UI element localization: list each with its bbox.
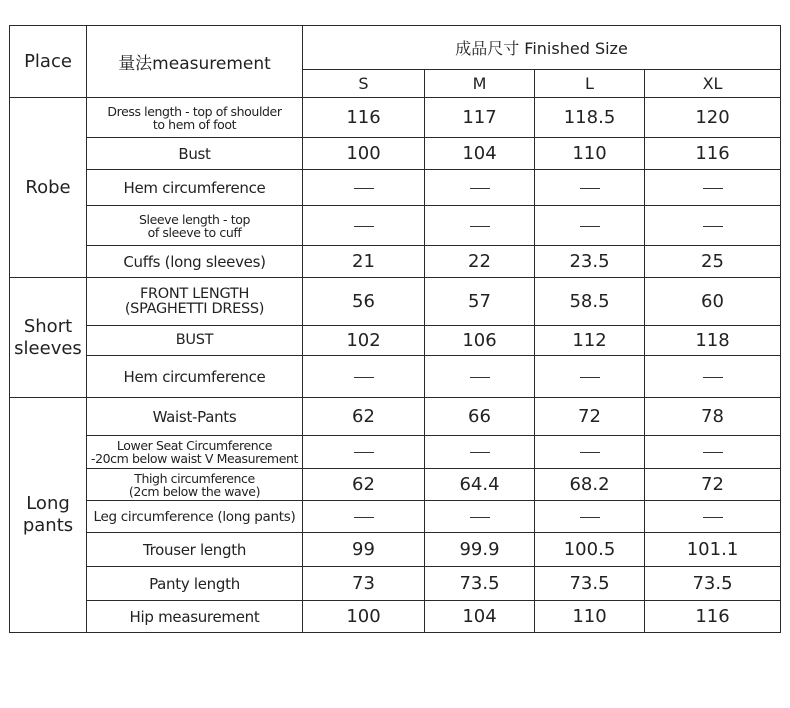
value-cell: 73 <box>303 567 425 601</box>
table-row <box>10 436 781 469</box>
value-dash <box>303 436 425 469</box>
value-cell: 99 <box>303 533 425 567</box>
measurement-label: Hip measurement <box>87 601 303 633</box>
value-cell: 99.9 <box>425 533 535 567</box>
value-cell: 100 <box>303 601 425 633</box>
value-cell: 62 <box>303 398 425 436</box>
size-m: M <box>425 70 535 98</box>
measurement-label: Leg circumference (long pants) <box>87 501 303 533</box>
value-cell: 118.5 <box>535 98 645 138</box>
dash-mark <box>580 377 600 378</box>
value-cell: 22 <box>425 246 535 278</box>
value-dash <box>425 206 535 246</box>
value-cell: 73.5 <box>645 567 781 601</box>
value-cell: 106 <box>425 326 535 356</box>
table-row <box>10 398 781 436</box>
dash-mark <box>703 517 723 518</box>
measurement-label: Dress length - top of shoulder to hem of foot <box>87 98 303 138</box>
dash-mark <box>580 188 600 189</box>
measurement-label: Hem circumference <box>87 356 303 398</box>
table-row <box>10 326 781 356</box>
table-row <box>10 567 781 601</box>
dash-mark <box>354 226 374 227</box>
size-xl: XL <box>645 70 781 98</box>
dash-mark <box>580 226 600 227</box>
table-row <box>10 501 781 533</box>
dash-mark <box>354 377 374 378</box>
value-dash <box>535 356 645 398</box>
header-place: Place <box>10 26 87 98</box>
measurement-label: Cuffs (long sleeves) <box>87 246 303 278</box>
value-cell: 62 <box>303 469 425 501</box>
table-row <box>10 206 781 246</box>
value-cell: 25 <box>645 246 781 278</box>
value-cell: 112 <box>535 326 645 356</box>
table-row <box>10 469 781 501</box>
dash-mark <box>703 188 723 189</box>
value-cell: 56 <box>303 278 425 326</box>
table-row <box>10 98 781 138</box>
value-dash <box>645 501 781 533</box>
value-dash <box>425 501 535 533</box>
measurement-label: Hem circumference <box>87 170 303 206</box>
dash-mark <box>470 226 490 227</box>
value-cell: 116 <box>645 138 781 170</box>
size-s: S <box>303 70 425 98</box>
dash-mark <box>470 188 490 189</box>
value-cell: 120 <box>645 98 781 138</box>
dash-mark <box>354 452 374 453</box>
dash-mark <box>470 377 490 378</box>
group-place-short-sleeves: Short sleeves <box>10 278 87 398</box>
measurement-label: Lower Seat Circumference -20cm below waist V Measurement <box>87 436 303 469</box>
dash-mark <box>580 452 600 453</box>
value-cell: 21 <box>303 246 425 278</box>
value-dash <box>535 501 645 533</box>
value-dash <box>303 170 425 206</box>
value-cell: 72 <box>535 398 645 436</box>
table-row <box>10 356 781 398</box>
dash-mark <box>580 517 600 518</box>
measurement-label: Thigh circumference (2cm below the wave) <box>87 469 303 501</box>
measurement-label: BUST <box>87 326 303 356</box>
value-dash <box>303 356 425 398</box>
measurement-label: FRONT LENGTH (SPAGHETTI DRESS) <box>87 278 303 326</box>
value-cell: 66 <box>425 398 535 436</box>
value-dash <box>645 206 781 246</box>
value-dash <box>645 356 781 398</box>
value-dash <box>645 170 781 206</box>
dash-mark <box>703 377 723 378</box>
dash-mark <box>354 517 374 518</box>
measurement-label: Waist-Pants <box>87 398 303 436</box>
value-cell: 72 <box>645 469 781 501</box>
value-cell: 101.1 <box>645 533 781 567</box>
value-cell: 104 <box>425 138 535 170</box>
value-cell: 118 <box>645 326 781 356</box>
group-place-long-pants: Long pants <box>10 398 87 633</box>
value-cell: 110 <box>535 138 645 170</box>
value-dash <box>645 436 781 469</box>
dash-mark <box>703 452 723 453</box>
table-row <box>10 278 781 326</box>
value-dash <box>425 170 535 206</box>
group-place-robe: Robe <box>10 98 87 278</box>
value-dash <box>535 206 645 246</box>
value-cell: 23.5 <box>535 246 645 278</box>
value-cell: 100.5 <box>535 533 645 567</box>
value-cell: 104 <box>425 601 535 633</box>
value-dash <box>303 206 425 246</box>
value-cell: 116 <box>645 601 781 633</box>
value-cell: 60 <box>645 278 781 326</box>
value-dash <box>535 436 645 469</box>
value-cell: 73.5 <box>425 567 535 601</box>
measurement-label: Bust <box>87 138 303 170</box>
table-row <box>10 601 781 633</box>
value-dash <box>303 501 425 533</box>
value-cell: 57 <box>425 278 535 326</box>
value-dash <box>535 170 645 206</box>
value-cell: 110 <box>535 601 645 633</box>
header-row <box>10 26 781 70</box>
size-l: L <box>535 70 645 98</box>
value-cell: 78 <box>645 398 781 436</box>
dash-mark <box>470 517 490 518</box>
value-cell: 73.5 <box>535 567 645 601</box>
value-cell: 117 <box>425 98 535 138</box>
measurement-label: Trouser length <box>87 533 303 567</box>
value-cell: 116 <box>303 98 425 138</box>
table-row <box>10 533 781 567</box>
size-chart-table <box>9 25 781 633</box>
value-dash <box>425 356 535 398</box>
header-finished-size: 成品尺寸 Finished Size <box>303 26 781 70</box>
value-cell: 58.5 <box>535 278 645 326</box>
table-row <box>10 246 781 278</box>
dash-mark <box>470 452 490 453</box>
value-cell: 100 <box>303 138 425 170</box>
measurement-label: Sleeve length - top of sleeve to cuff <box>87 206 303 246</box>
header-measurement: 量法measurement <box>87 26 303 98</box>
table-row <box>10 170 781 206</box>
value-cell: 64.4 <box>425 469 535 501</box>
value-cell: 68.2 <box>535 469 645 501</box>
table-row <box>10 138 781 170</box>
dash-mark <box>354 188 374 189</box>
value-dash <box>425 436 535 469</box>
dash-mark <box>703 226 723 227</box>
measurement-label: Panty length <box>87 567 303 601</box>
value-cell: 102 <box>303 326 425 356</box>
